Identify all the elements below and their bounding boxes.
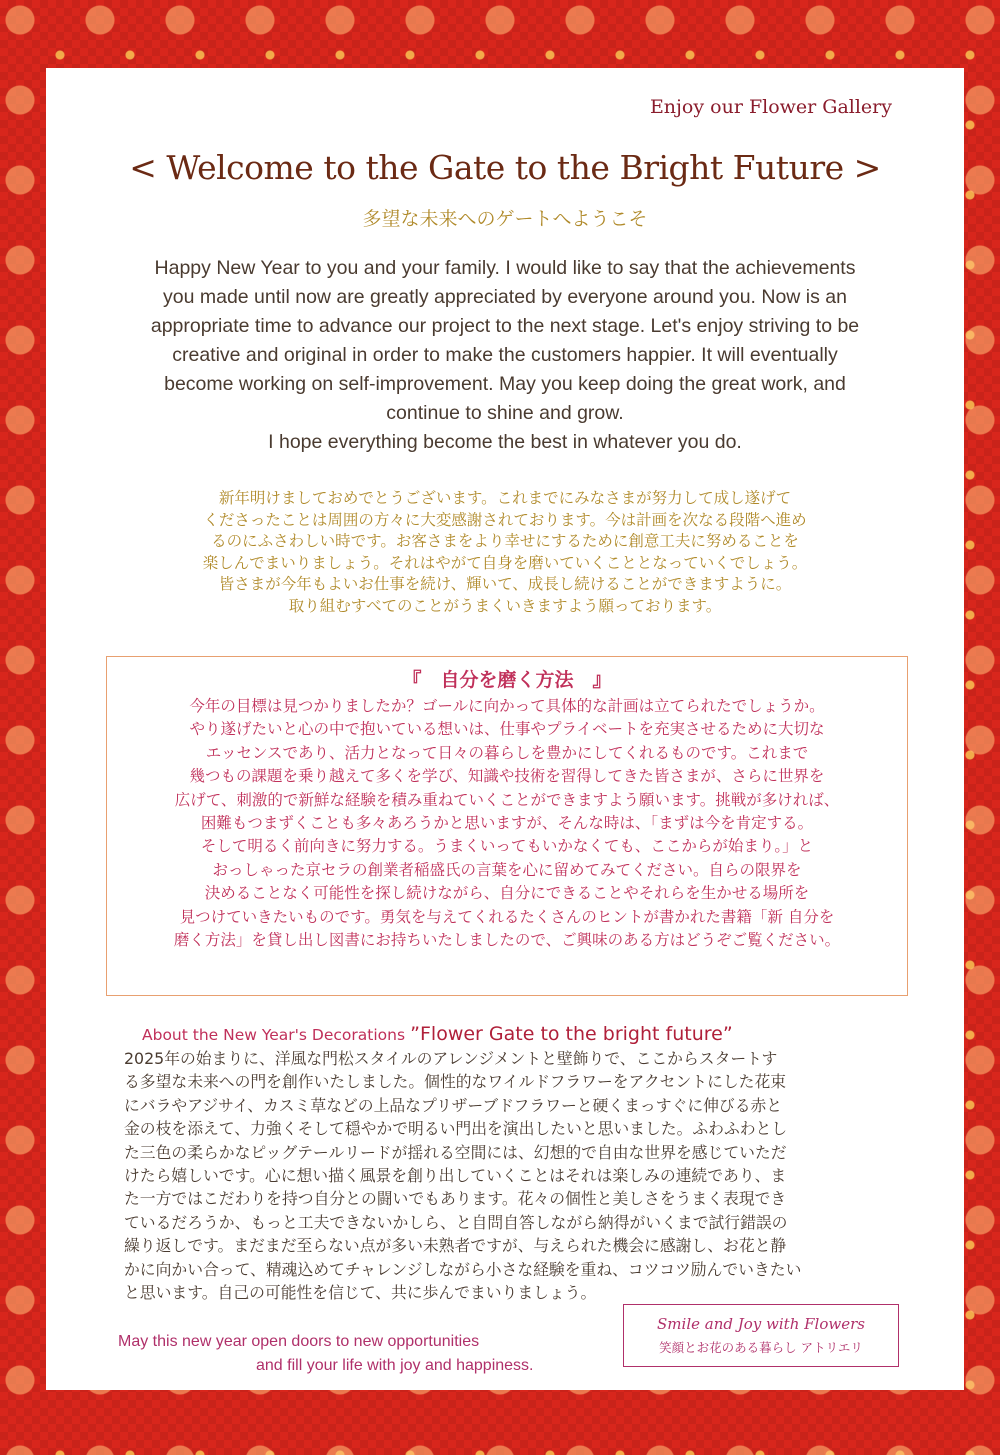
decorations-line: た三色の柔らかなピッグテールリードが揺れる空間には、幻想的で自由な世界を感じていただ: [124, 1142, 787, 1162]
greeting-ja-line: 取り組むすべてのことがうまくいきますよう願っております。: [288, 596, 722, 615]
decorations-body: [124, 1047, 924, 1304]
signature-line-2: 笑顔とお花のある暮らし アトリエリ: [659, 1340, 863, 1355]
feature-line: 困難もつまずくことも多々あろうかと思いますが、そんな時は、「まずは今を肯定する。: [200, 814, 814, 833]
page-title: < Welcome to the Gate to the Bright Future >: [129, 148, 881, 187]
feature-line: 決めることなく可能性を探し続けながら、自分にできることやそれらを生かせる場所を: [204, 884, 810, 903]
decorations-line: 金の枝を添えて、力強くそして穏やかで明るい門出を演出したいと思いました。ふわふわとし: [124, 1119, 788, 1139]
feature-line: 見つけていきたいものです。勇気を与えてくれるたくさんのヒントが書かれた書籍「新 自分を: [179, 907, 835, 926]
decorations-line: 繰り返しです。まだまだ至らない点が多い未熟者ですが、与えられた機会に感謝し、お花と静: [124, 1236, 787, 1256]
feature-line: おっしゃった京セラの創業者稲盛氏の言葉を心に留めてみてください。自らの限界を: [212, 860, 802, 879]
feature-line: 今年の目標は見つかりましたか？ゴールに向かって具体的な計画は立てられたでしょうか。: [189, 697, 825, 715]
decorations-quote: ”Flower Gate to the bright future”: [410, 1023, 733, 1045]
feature-line: 広げて、刺激的で新鮮な経験を積み重ねていくことができますよう願います。挑戦が多ければ、: [174, 790, 840, 809]
closing-wish: [46, 1330, 534, 1378]
greeting-ja-line: くださったことは周囲の方々に大変感謝されております。今は計画を次なる段階へ進め: [203, 510, 807, 529]
feature-line: 幾つもの課題を乗り越えて多くを学び、知識や技術を習得してきた皆さまが、さらに世界を: [189, 767, 825, 786]
feature-box-body: [113, 695, 901, 952]
decorations-line: にバラやアジサイ、カスミ草などの上品なプリザーブドフラワーと硬くまっすぐに伸びる赤と: [124, 1095, 783, 1115]
closing-line-2: and fill your life with joy and happiness.: [256, 1357, 534, 1374]
greeting-paragraph: Happy New Year to you and your family. I would like to say that the achievements you made until now are greatly appreciated by everyone around you. Now is an appropriate time to advance our project to the next stage. Let's enjoy striving to be creative and original in order to make the customers happier. It will eventually become working on self-improvement. May you keep doing the great work, and continue to shine and grow.: [150, 257, 860, 424]
decorations-heading: [142, 1023, 733, 1045]
greeting-paragraph: I hope everything become the best in whatever you do.: [268, 431, 742, 453]
decorations-line: かに向かい合って、精魂込めてチャレンジしながら小さな経験を重ね、コツコツ励んでいきたい: [124, 1259, 802, 1279]
decorations-line: 2025年の始まりに、洋風な門松スタイルのアレンジメントと壁飾りで、ここからスタートす: [124, 1049, 778, 1068]
decorations-line: けたら嬉しいです。心に想い描く風景を創り出していくことはそれは楽しみの連続であり、ま: [124, 1166, 787, 1186]
greeting-english: [146, 254, 864, 457]
feature-box: [106, 656, 908, 996]
gallery-heading: Enjoy our Flower Gallery: [649, 96, 892, 118]
feature-line: そして明るく前向きに努力する。うまくいってもいかなくても、ここからが始まり。」と: [200, 837, 814, 856]
decorations-line: と思います。自己の可能性を信じて、共に歩んでまいりましょう。: [124, 1283, 597, 1303]
feature-box-title: 『 自分を磨く方法 』: [402, 669, 612, 691]
greeting-ja-line: 皆さまが今年もよいお仕事を続け、輝いて、成長し続けることができますように。: [218, 575, 792, 593]
greeting-ja-line: 楽しんでまいりましょう。それはやがて自身を磨いていくこととなっていくでしょう。: [202, 553, 808, 572]
greeting-ja-line: るのにふさわしい時です。お客さまをより幸せにするために創意工夫に努めることを: [211, 532, 799, 550]
page-subtitle: 多望な未来へのゲートへようこそ: [362, 208, 648, 230]
feature-line: 磨く方法」を貸し出し図書にお持ちいたしましたので、ご興味のある方はどうぞご覧ください。: [173, 931, 841, 950]
letter-paper: [46, 68, 964, 1390]
greeting-japanese: [136, 488, 874, 617]
feature-line: エッセンスであり、活力となって日々の暮らしを豊かにしてくれるものです。これまで: [205, 743, 809, 762]
greeting-ja-line: 新年明けましておめでとうございます。これまでにみなさまが努力して成し遂げて: [218, 489, 792, 507]
closing-line-1: May this new year open doors to new opportunities: [118, 1333, 480, 1350]
decorations-line: た一方ではこだわりを持つ自分との闘いでもあります。花々の個性と美しさをうまく表現でき: [124, 1189, 787, 1209]
decorations-line: ているだろうか、もっと工夫できないかしら、と自問自答しながら納得がいくまで試行錯誤の: [124, 1212, 788, 1232]
decorations-lead: About the New Year's Decorations: [142, 1026, 406, 1044]
signature-line-1: Smile and Joy with Flowers: [657, 1315, 865, 1333]
feature-line: やり遂げたいと心の中で抱いている想いは、仕事やプライベートを充実させるために大切な: [189, 720, 825, 739]
decorations-line: る多望な未来への門を創作いたしました。個性的なワイルドフラワーをアクセントにした花束: [124, 1072, 787, 1092]
signature-box: [623, 1304, 899, 1367]
